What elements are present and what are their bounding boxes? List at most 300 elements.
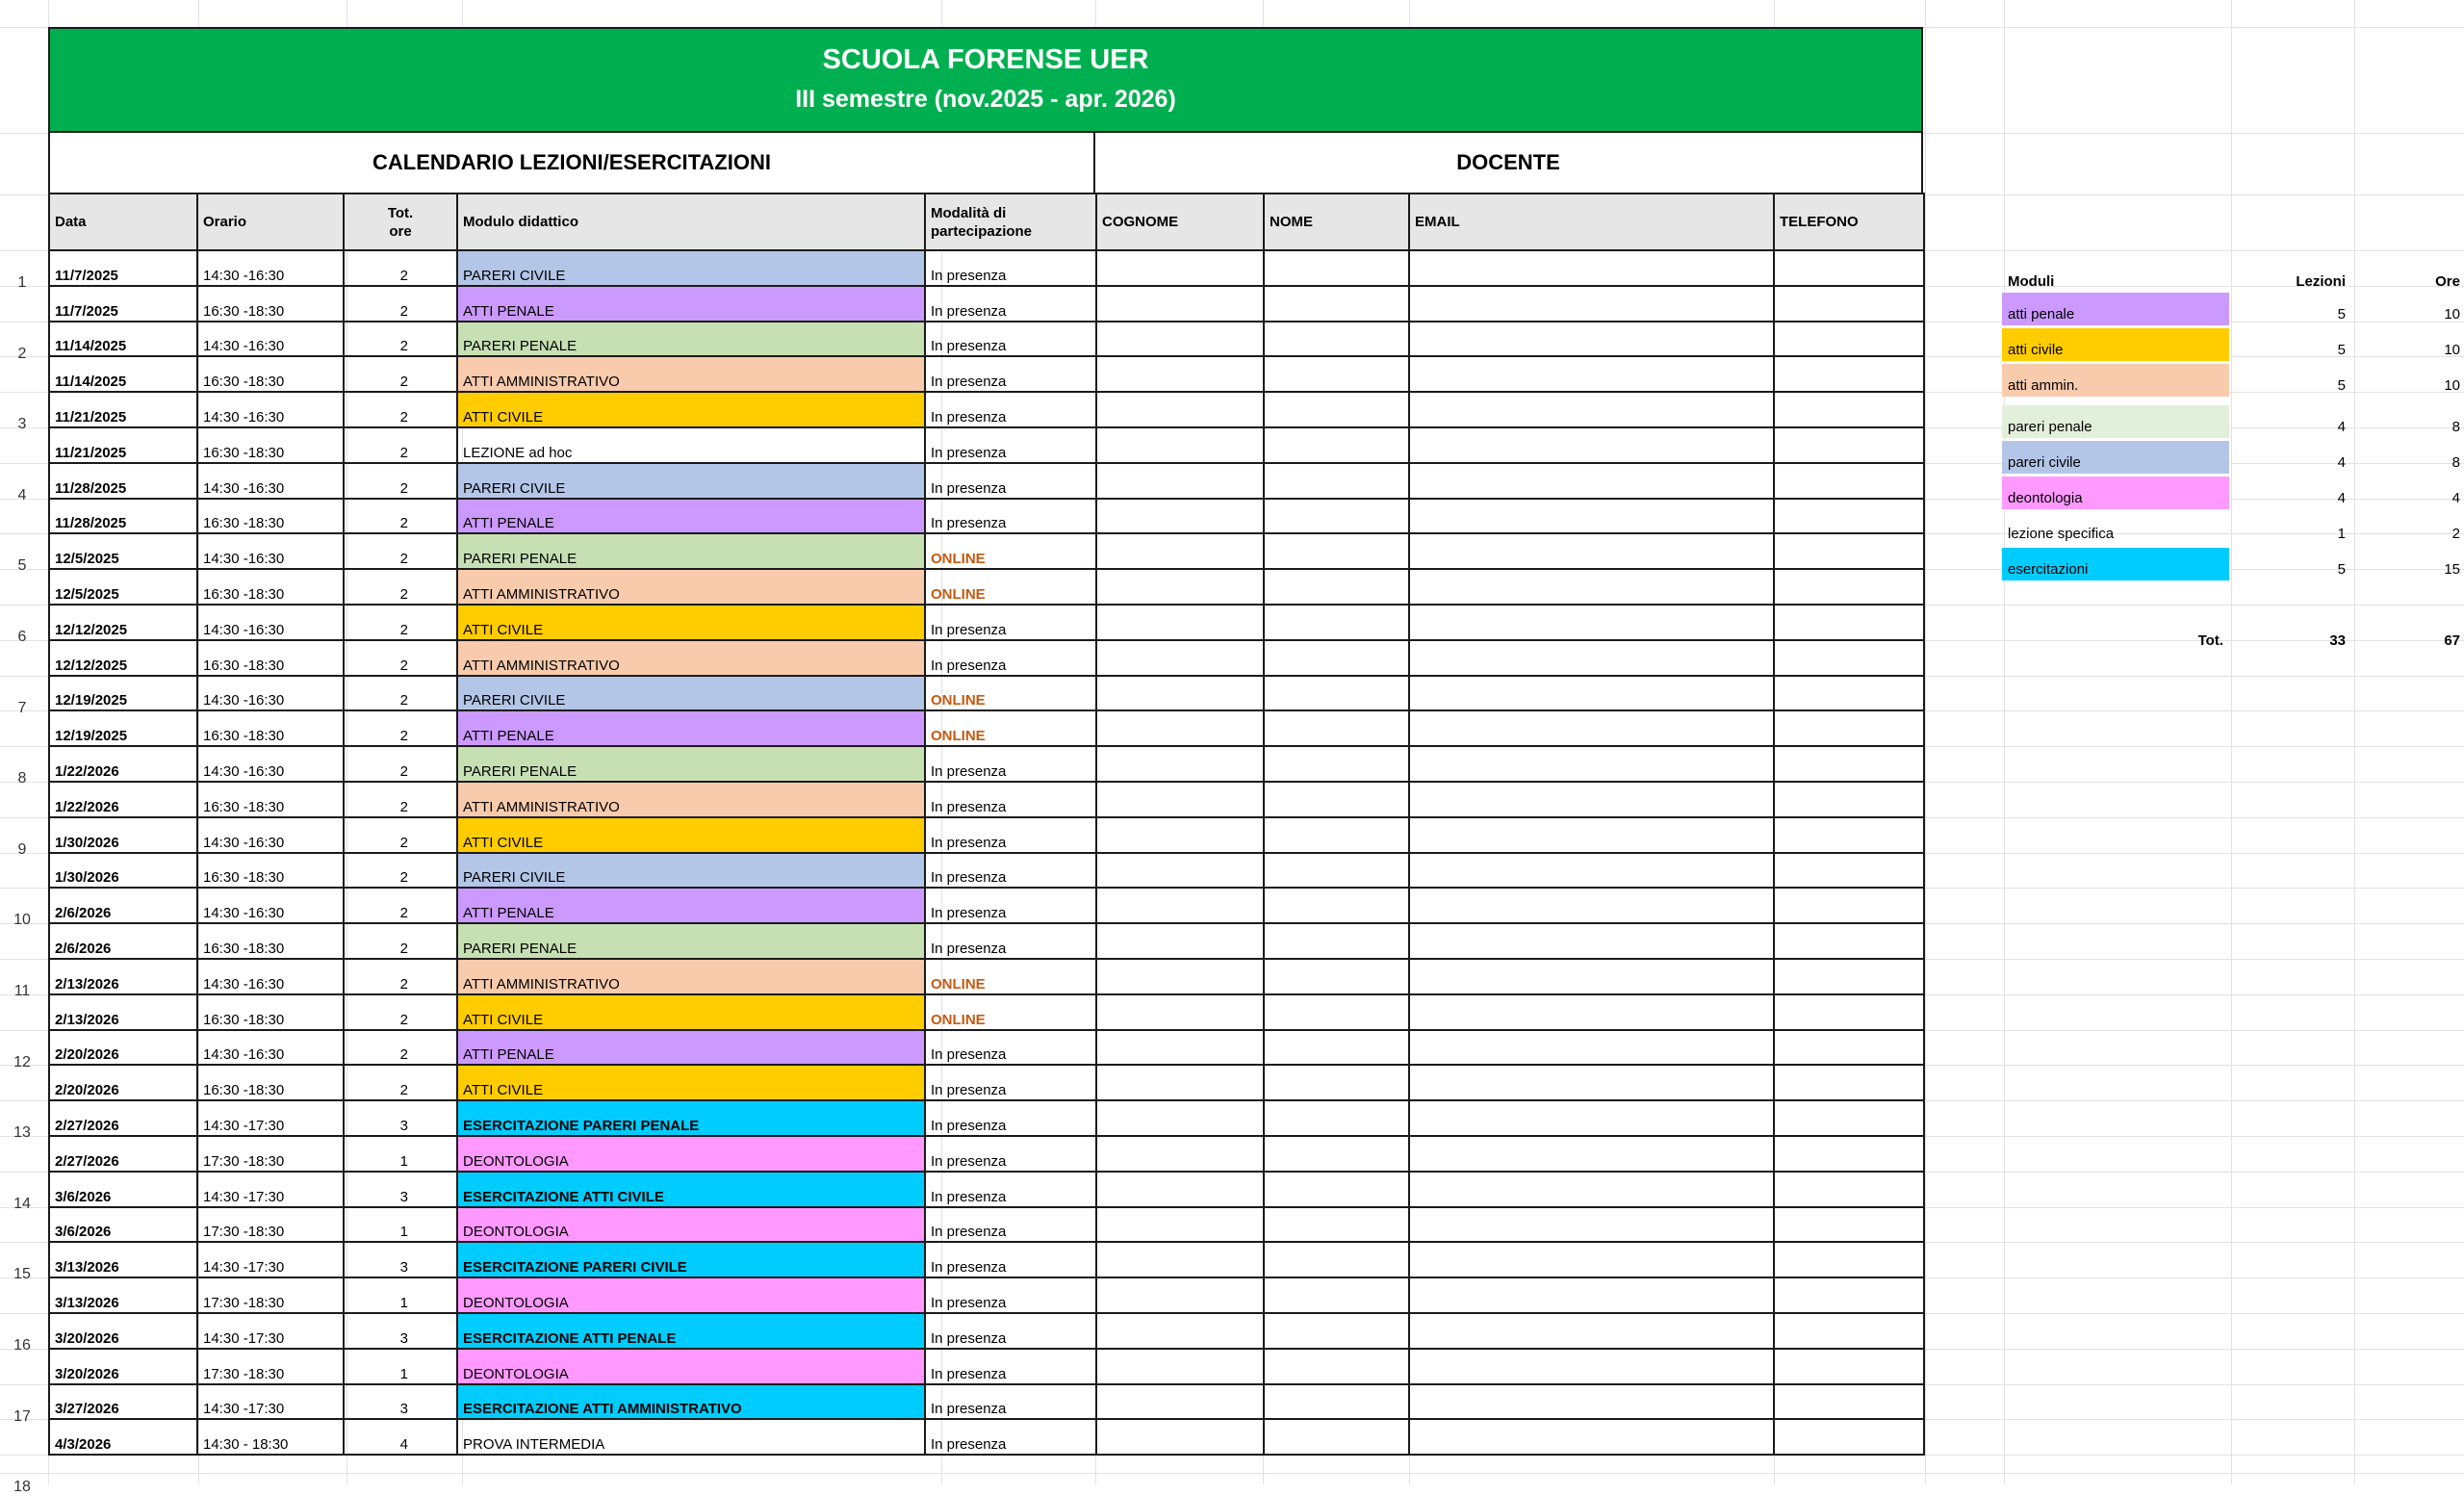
cell-modulo[interactable]: ESERCITAZIONE ATTI PENALE (457, 1313, 925, 1349)
cell-email[interactable] (1409, 1242, 1774, 1277)
header-modalita[interactable] (925, 193, 1096, 250)
cell-orario[interactable]: 14:30 -17:30 (197, 1172, 344, 1207)
cell-telefono[interactable] (1774, 1207, 1924, 1243)
cell-date[interactable]: 2/27/2026 (49, 1100, 197, 1136)
cell-cognome[interactable] (1096, 1065, 1264, 1100)
row-number[interactable]: 17 (13, 1407, 31, 1425)
cell-orario[interactable]: 14:30 -16:30 (197, 392, 344, 427)
cell-nome[interactable] (1264, 1277, 1409, 1313)
cell-orario[interactable]: 14:30 -16:30 (197, 959, 344, 994)
cell-date[interactable]: 12/19/2025 (49, 676, 197, 711)
cell-telefono[interactable] (1774, 533, 1924, 569)
row-number[interactable]: 14 (13, 1195, 31, 1212)
cell-orario[interactable]: 14:30 -17:30 (197, 1100, 344, 1136)
cell-date[interactable]: 12/12/2025 (49, 640, 197, 676)
cell-date[interactable]: 3/27/2026 (49, 1384, 197, 1420)
cell-modulo[interactable]: ATTI CIVILE (457, 605, 925, 640)
cell-tot-ore[interactable]: 3 (344, 1313, 457, 1349)
cell-orario[interactable]: 14:30 -17:30 (197, 1242, 344, 1277)
cell-tot-ore[interactable]: 2 (344, 533, 457, 569)
cell-cognome[interactable] (1096, 1100, 1264, 1136)
cell-modulo[interactable]: ESERCITAZIONE ATTI CIVILE (457, 1172, 925, 1207)
cell-email[interactable] (1409, 286, 1774, 322)
row-number[interactable]: 18 (13, 1479, 31, 1496)
cell-nome[interactable] (1264, 533, 1409, 569)
cell-modulo[interactable]: PARERI CIVILE (457, 250, 925, 286)
cell-orario[interactable]: 14:30 -16:30 (197, 322, 344, 357)
cell-orario[interactable]: 16:30 -18:30 (197, 994, 344, 1030)
cell-date[interactable]: 12/19/2025 (49, 710, 197, 746)
cell-modalita[interactable]: ONLINE (925, 994, 1096, 1030)
row-number[interactable]: 8 (17, 770, 27, 787)
summary-module-name[interactable]: pareri penale (2002, 405, 2229, 438)
row-number[interactable]: 9 (17, 840, 27, 858)
cell-orario[interactable]: 17:30 -18:30 (197, 1136, 344, 1172)
cell-date[interactable]: 1/30/2026 (49, 853, 197, 889)
cell-tot-ore[interactable]: 3 (344, 1384, 457, 1420)
cell-cognome[interactable] (1096, 533, 1264, 569)
cell-orario[interactable]: 14:30 -16:30 (197, 817, 344, 853)
cell-modalita[interactable]: In presenza (925, 1207, 1096, 1243)
row-number[interactable]: 5 (17, 557, 27, 575)
cell-modulo[interactable]: ATTI PENALE (457, 286, 925, 322)
cell-orario[interactable]: 14:30 -16:30 (197, 250, 344, 286)
cell-nome[interactable] (1264, 817, 1409, 853)
cell-date[interactable]: 2/20/2026 (49, 1065, 197, 1100)
cell-modalita[interactable]: In presenza (925, 782, 1096, 817)
cell-tot-ore[interactable]: 2 (344, 1065, 457, 1100)
cell-email[interactable] (1409, 817, 1774, 853)
cell-orario[interactable]: 16:30 -18:30 (197, 1065, 344, 1100)
cell-orario[interactable]: 16:30 -18:30 (197, 427, 344, 463)
cell-cognome[interactable] (1096, 640, 1264, 676)
cell-nome[interactable] (1264, 888, 1409, 923)
cell-tot-ore[interactable]: 2 (344, 499, 457, 534)
row-number[interactable]: 15 (13, 1266, 31, 1283)
cell-email[interactable] (1409, 533, 1774, 569)
cell-orario[interactable]: 16:30 -18:30 (197, 286, 344, 322)
row-number[interactable]: 16 (13, 1337, 31, 1354)
summary-lezioni[interactable]: 5 (2337, 561, 2346, 578)
cell-date[interactable]: 12/5/2025 (49, 569, 197, 605)
cell-nome[interactable] (1264, 499, 1409, 534)
cell-modalita[interactable]: ONLINE (925, 533, 1096, 569)
cell-tot-ore[interactable]: 2 (344, 782, 457, 817)
cell-cognome[interactable] (1096, 817, 1264, 853)
cell-email[interactable] (1409, 356, 1774, 392)
cell-date[interactable]: 12/5/2025 (49, 533, 197, 569)
summary-ore[interactable]: 8 (2451, 419, 2460, 435)
summary-total-lezioni[interactable]: 33 (2329, 632, 2346, 649)
cell-modalita[interactable]: ONLINE (925, 959, 1096, 994)
cell-modalita[interactable]: In presenza (925, 1313, 1096, 1349)
cell-telefono[interactable] (1774, 356, 1924, 392)
cell-tot-ore[interactable]: 2 (344, 286, 457, 322)
cell-nome[interactable] (1264, 569, 1409, 605)
cell-email[interactable] (1409, 1100, 1774, 1136)
cell-nome[interactable] (1264, 1136, 1409, 1172)
cell-tot-ore[interactable]: 3 (344, 1100, 457, 1136)
cell-telefono[interactable] (1774, 1349, 1924, 1384)
cell-nome[interactable] (1264, 923, 1409, 959)
cell-email[interactable] (1409, 250, 1774, 286)
cell-date[interactable]: 3/13/2026 (49, 1277, 197, 1313)
cell-modulo[interactable]: ATTI AMMINISTRATIVO (457, 356, 925, 392)
cell-telefono[interactable] (1774, 710, 1924, 746)
cell-modalita[interactable]: In presenza (925, 1242, 1096, 1277)
cell-modulo[interactable]: DEONTOLOGIA (457, 1277, 925, 1313)
cell-tot-ore[interactable]: 3 (344, 1242, 457, 1277)
cell-email[interactable] (1409, 322, 1774, 357)
cell-modulo[interactable]: ATTI CIVILE (457, 817, 925, 853)
cell-modalita[interactable]: In presenza (925, 640, 1096, 676)
cell-cognome[interactable] (1096, 427, 1264, 463)
summary-lezioni[interactable]: 5 (2337, 342, 2346, 358)
cell-telefono[interactable] (1774, 888, 1924, 923)
cell-modulo[interactable]: ATTI CIVILE (457, 392, 925, 427)
cell-nome[interactable] (1264, 1242, 1409, 1277)
cell-tot-ore[interactable]: 3 (344, 1172, 457, 1207)
cell-orario[interactable]: 14:30 -16:30 (197, 888, 344, 923)
cell-telefono[interactable] (1774, 569, 1924, 605)
cell-modalita[interactable]: In presenza (925, 322, 1096, 357)
cell-orario[interactable]: 14:30 -16:30 (197, 533, 344, 569)
cell-email[interactable] (1409, 1207, 1774, 1243)
cell-date[interactable]: 3/13/2026 (49, 1242, 197, 1277)
cell-modulo[interactable]: LEZIONE ad hoc (457, 427, 925, 463)
cell-email[interactable] (1409, 1172, 1774, 1207)
cell-tot-ore[interactable]: 1 (344, 1136, 457, 1172)
cell-tot-ore[interactable]: 2 (344, 853, 457, 889)
cell-email[interactable] (1409, 1136, 1774, 1172)
cell-email[interactable] (1409, 1065, 1774, 1100)
cell-modalita[interactable]: In presenza (925, 817, 1096, 853)
cell-nome[interactable] (1264, 782, 1409, 817)
cell-date[interactable]: 11/28/2025 (49, 499, 197, 534)
cell-modalita[interactable]: In presenza (925, 499, 1096, 534)
row-number[interactable]: 2 (17, 345, 27, 362)
cell-telefono[interactable] (1774, 392, 1924, 427)
cell-cognome[interactable] (1096, 322, 1264, 357)
cell-cognome[interactable] (1096, 250, 1264, 286)
cell-modalita[interactable]: In presenza (925, 923, 1096, 959)
row-number[interactable]: 11 (13, 983, 31, 999)
cell-cognome[interactable] (1096, 1207, 1264, 1243)
cell-orario[interactable]: 16:30 -18:30 (197, 640, 344, 676)
summary-ore[interactable]: 4 (2451, 490, 2460, 506)
cell-cognome[interactable] (1096, 463, 1264, 499)
summary-ore[interactable]: 15 (2444, 561, 2460, 578)
cell-orario[interactable]: 17:30 -18:30 (197, 1207, 344, 1243)
cell-orario[interactable]: 17:30 -18:30 (197, 1277, 344, 1313)
summary-module-name[interactable]: lezione specifica (2008, 526, 2115, 542)
cell-nome[interactable] (1264, 1172, 1409, 1207)
cell-cognome[interactable] (1096, 1313, 1264, 1349)
cell-modulo[interactable]: PROVA INTERMEDIA (457, 1419, 925, 1455)
cell-telefono[interactable] (1774, 1172, 1924, 1207)
cell-date[interactable]: 11/21/2025 (49, 392, 197, 427)
cell-modalita[interactable]: ONLINE (925, 710, 1096, 746)
cell-modalita[interactable]: In presenza (925, 1384, 1096, 1420)
cell-telefono[interactable] (1774, 782, 1924, 817)
cell-date[interactable]: 1/30/2026 (49, 817, 197, 853)
cell-cognome[interactable] (1096, 1136, 1264, 1172)
cell-tot-ore[interactable]: 2 (344, 427, 457, 463)
cell-cognome[interactable] (1096, 1030, 1264, 1066)
summary-lezioni[interactable]: 4 (2337, 419, 2346, 435)
cell-telefono[interactable] (1774, 994, 1924, 1030)
cell-modalita[interactable]: In presenza (925, 853, 1096, 889)
cell-modalita[interactable]: In presenza (925, 463, 1096, 499)
cell-email[interactable] (1409, 499, 1774, 534)
cell-nome[interactable] (1264, 392, 1409, 427)
cell-cognome[interactable] (1096, 286, 1264, 322)
cell-telefono[interactable] (1774, 640, 1924, 676)
cell-tot-ore[interactable]: 2 (344, 356, 457, 392)
cell-cognome[interactable] (1096, 994, 1264, 1030)
cell-modulo[interactable]: PARERI PENALE (457, 533, 925, 569)
cell-email[interactable] (1409, 1030, 1774, 1066)
cell-modulo[interactable]: DEONTOLOGIA (457, 1207, 925, 1243)
row-number[interactable]: 10 (13, 912, 31, 929)
cell-date[interactable]: 2/27/2026 (49, 1136, 197, 1172)
cell-nome[interactable] (1264, 356, 1409, 392)
cell-orario[interactable]: 14:30 -16:30 (197, 605, 344, 640)
header-orario[interactable]: Orario (197, 193, 344, 250)
cell-email[interactable] (1409, 427, 1774, 463)
cell-tot-ore[interactable]: 2 (344, 959, 457, 994)
cell-modalita[interactable]: ONLINE (925, 676, 1096, 711)
cell-tot-ore[interactable]: 2 (344, 392, 457, 427)
cell-nome[interactable] (1264, 322, 1409, 357)
cell-email[interactable] (1409, 853, 1774, 889)
cell-modalita[interactable]: In presenza (925, 392, 1096, 427)
cell-modalita[interactable]: In presenza (925, 1349, 1096, 1384)
cell-orario[interactable]: 14:30 -17:30 (197, 1384, 344, 1420)
summary-total-label[interactable]: Tot. (2197, 632, 2223, 649)
cell-telefono[interactable] (1774, 1100, 1924, 1136)
cell-date[interactable]: 1/22/2026 (49, 746, 197, 782)
cell-cognome[interactable] (1096, 1419, 1264, 1455)
cell-email[interactable] (1409, 1277, 1774, 1313)
cell-cognome[interactable] (1096, 746, 1264, 782)
cell-orario[interactable]: 16:30 -18:30 (197, 499, 344, 534)
cell-tot-ore[interactable]: 2 (344, 605, 457, 640)
cell-modalita[interactable]: In presenza (925, 746, 1096, 782)
cell-tot-ore[interactable]: 4 (344, 1419, 457, 1455)
cell-tot-ore[interactable]: 1 (344, 1277, 457, 1313)
cell-cognome[interactable] (1096, 1277, 1264, 1313)
cell-date[interactable]: 2/13/2026 (49, 959, 197, 994)
cell-modalita[interactable]: In presenza (925, 286, 1096, 322)
header-modulo[interactable]: Modulo didattico (457, 193, 925, 250)
cell-modalita[interactable]: ONLINE (925, 569, 1096, 605)
cell-nome[interactable] (1264, 250, 1409, 286)
cell-modulo[interactable]: ATTI PENALE (457, 499, 925, 534)
cell-orario[interactable]: 14:30 - 18:30 (197, 1419, 344, 1455)
cell-date[interactable]: 4/3/2026 (49, 1419, 197, 1455)
header-data[interactable]: Data (49, 193, 197, 250)
cell-tot-ore[interactable]: 2 (344, 569, 457, 605)
cell-tot-ore[interactable]: 2 (344, 710, 457, 746)
cell-telefono[interactable] (1774, 463, 1924, 499)
cell-tot-ore[interactable]: 2 (344, 676, 457, 711)
cell-tot-ore[interactable]: 2 (344, 994, 457, 1030)
cell-cognome[interactable] (1096, 1172, 1264, 1207)
cell-modulo[interactable]: ATTI PENALE (457, 888, 925, 923)
summary-total-ore[interactable]: 67 (2444, 632, 2460, 649)
cell-modalita[interactable]: In presenza (925, 1419, 1096, 1455)
cell-email[interactable] (1409, 569, 1774, 605)
cell-nome[interactable] (1264, 853, 1409, 889)
cell-orario[interactable]: 16:30 -18:30 (197, 853, 344, 889)
summary-lezioni[interactable]: 4 (2337, 454, 2346, 471)
cell-orario[interactable]: 14:30 -16:30 (197, 746, 344, 782)
cell-nome[interactable] (1264, 640, 1409, 676)
cell-nome[interactable] (1264, 1100, 1409, 1136)
summary-header-lezioni[interactable]: Lezioni (2296, 273, 2346, 290)
cell-cognome[interactable] (1096, 605, 1264, 640)
cell-modulo[interactable]: DEONTOLOGIA (457, 1349, 925, 1384)
cell-tot-ore[interactable]: 2 (344, 463, 457, 499)
cell-date[interactable]: 11/7/2025 (49, 286, 197, 322)
cell-telefono[interactable] (1774, 322, 1924, 357)
cell-date[interactable]: 11/28/2025 (49, 463, 197, 499)
cell-modulo[interactable]: ESERCITAZIONE ATTI AMMINISTRATIVO (457, 1384, 925, 1420)
cell-email[interactable] (1409, 959, 1774, 994)
cell-nome[interactable] (1264, 286, 1409, 322)
cell-telefono[interactable] (1774, 250, 1924, 286)
cell-date[interactable]: 3/6/2026 (49, 1207, 197, 1243)
cell-modulo[interactable]: ESERCITAZIONE PARERI CIVILE (457, 1242, 925, 1277)
cell-orario[interactable]: 16:30 -18:30 (197, 782, 344, 817)
cell-telefono[interactable] (1774, 923, 1924, 959)
header-telefono[interactable]: TELEFONO (1774, 193, 1924, 250)
cell-nome[interactable] (1264, 1065, 1409, 1100)
cell-modalita[interactable]: In presenza (925, 1136, 1096, 1172)
cell-orario[interactable]: 14:30 -17:30 (197, 1313, 344, 1349)
summary-module-name[interactable]: deontologia (2002, 477, 2229, 509)
cell-nome[interactable] (1264, 605, 1409, 640)
cell-cognome[interactable] (1096, 888, 1264, 923)
cell-cognome[interactable] (1096, 1349, 1264, 1384)
cell-cognome[interactable] (1096, 923, 1264, 959)
summary-module-name[interactable]: esercitazioni (2002, 548, 2229, 580)
cell-telefono[interactable] (1774, 286, 1924, 322)
summary-lezioni[interactable]: 1 (2337, 526, 2346, 542)
cell-date[interactable]: 2/6/2026 (49, 923, 197, 959)
cell-email[interactable] (1409, 1384, 1774, 1420)
cell-telefono[interactable] (1774, 499, 1924, 534)
cell-nome[interactable] (1264, 1313, 1409, 1349)
cell-email[interactable] (1409, 782, 1774, 817)
row-number[interactable]: 12 (13, 1053, 31, 1070)
cell-tot-ore[interactable]: 2 (344, 1030, 457, 1066)
cell-nome[interactable] (1264, 746, 1409, 782)
cell-modulo[interactable]: ATTI AMMINISTRATIVO (457, 959, 925, 994)
cell-nome[interactable] (1264, 676, 1409, 711)
cell-modalita[interactable]: In presenza (925, 1172, 1096, 1207)
cell-nome[interactable] (1264, 710, 1409, 746)
cell-email[interactable] (1409, 1313, 1774, 1349)
cell-date[interactable]: 1/22/2026 (49, 782, 197, 817)
cell-orario[interactable]: 16:30 -18:30 (197, 710, 344, 746)
cell-tot-ore[interactable]: 2 (344, 817, 457, 853)
cell-cognome[interactable] (1096, 392, 1264, 427)
cell-tot-ore[interactable]: 2 (344, 640, 457, 676)
summary-lezioni[interactable]: 4 (2337, 490, 2346, 506)
cell-modalita[interactable]: In presenza (925, 356, 1096, 392)
cell-modalita[interactable]: In presenza (925, 1277, 1096, 1313)
cell-modulo[interactable]: ATTI PENALE (457, 1030, 925, 1066)
summary-lezioni[interactable]: 5 (2337, 377, 2346, 394)
cell-orario[interactable]: 16:30 -18:30 (197, 356, 344, 392)
cell-email[interactable] (1409, 888, 1774, 923)
row-number[interactable]: 6 (17, 629, 27, 645)
cell-cognome[interactable] (1096, 853, 1264, 889)
cell-email[interactable] (1409, 710, 1774, 746)
cell-tot-ore[interactable]: 2 (344, 322, 457, 357)
cell-date[interactable]: 3/20/2026 (49, 1349, 197, 1384)
cell-modulo[interactable]: ATTI AMMINISTRATIVO (457, 640, 925, 676)
summary-ore[interactable]: 10 (2444, 377, 2460, 394)
cell-cognome[interactable] (1096, 1384, 1264, 1420)
cell-modulo[interactable]: ATTI CIVILE (457, 1065, 925, 1100)
cell-telefono[interactable] (1774, 1313, 1924, 1349)
summary-ore[interactable]: 2 (2451, 526, 2460, 542)
cell-modulo[interactable]: PARERI PENALE (457, 322, 925, 357)
cell-modalita[interactable]: In presenza (925, 1100, 1096, 1136)
cell-nome[interactable] (1264, 427, 1409, 463)
cell-nome[interactable] (1264, 1384, 1409, 1420)
cell-modalita[interactable]: In presenza (925, 1065, 1096, 1100)
cell-orario[interactable]: 16:30 -18:30 (197, 923, 344, 959)
cell-orario[interactable]: 16:30 -18:30 (197, 569, 344, 605)
cell-email[interactable] (1409, 392, 1774, 427)
summary-module-name[interactable]: atti penale (2002, 293, 2229, 325)
cell-telefono[interactable] (1774, 1065, 1924, 1100)
cell-telefono[interactable] (1774, 959, 1924, 994)
header-tot-ore[interactable] (344, 193, 457, 250)
cell-date[interactable]: 11/14/2025 (49, 356, 197, 392)
cell-nome[interactable] (1264, 1207, 1409, 1243)
cell-modulo[interactable]: PARERI CIVILE (457, 676, 925, 711)
cell-email[interactable] (1409, 994, 1774, 1030)
cell-cognome[interactable] (1096, 676, 1264, 711)
cell-cognome[interactable] (1096, 1242, 1264, 1277)
header-email[interactable]: EMAIL (1409, 193, 1774, 250)
cell-tot-ore[interactable]: 2 (344, 746, 457, 782)
cell-telefono[interactable] (1774, 1277, 1924, 1313)
cell-date[interactable]: 12/12/2025 (49, 605, 197, 640)
cell-cognome[interactable] (1096, 356, 1264, 392)
cell-cognome[interactable] (1096, 499, 1264, 534)
cell-email[interactable] (1409, 1419, 1774, 1455)
summary-header-ore[interactable]: Ore (2435, 273, 2460, 290)
summary-module-name[interactable]: pareri civile (2002, 441, 2229, 474)
cell-email[interactable] (1409, 605, 1774, 640)
cell-date[interactable]: 3/6/2026 (49, 1172, 197, 1207)
summary-ore[interactable]: 10 (2444, 306, 2460, 322)
cell-cognome[interactable] (1096, 569, 1264, 605)
cell-modulo[interactable]: PARERI PENALE (457, 923, 925, 959)
cell-modalita[interactable]: In presenza (925, 605, 1096, 640)
cell-tot-ore[interactable]: 1 (344, 1349, 457, 1384)
cell-date[interactable]: 11/21/2025 (49, 427, 197, 463)
cell-email[interactable] (1409, 676, 1774, 711)
cell-email[interactable] (1409, 640, 1774, 676)
cell-modulo[interactable]: ATTI CIVILE (457, 994, 925, 1030)
